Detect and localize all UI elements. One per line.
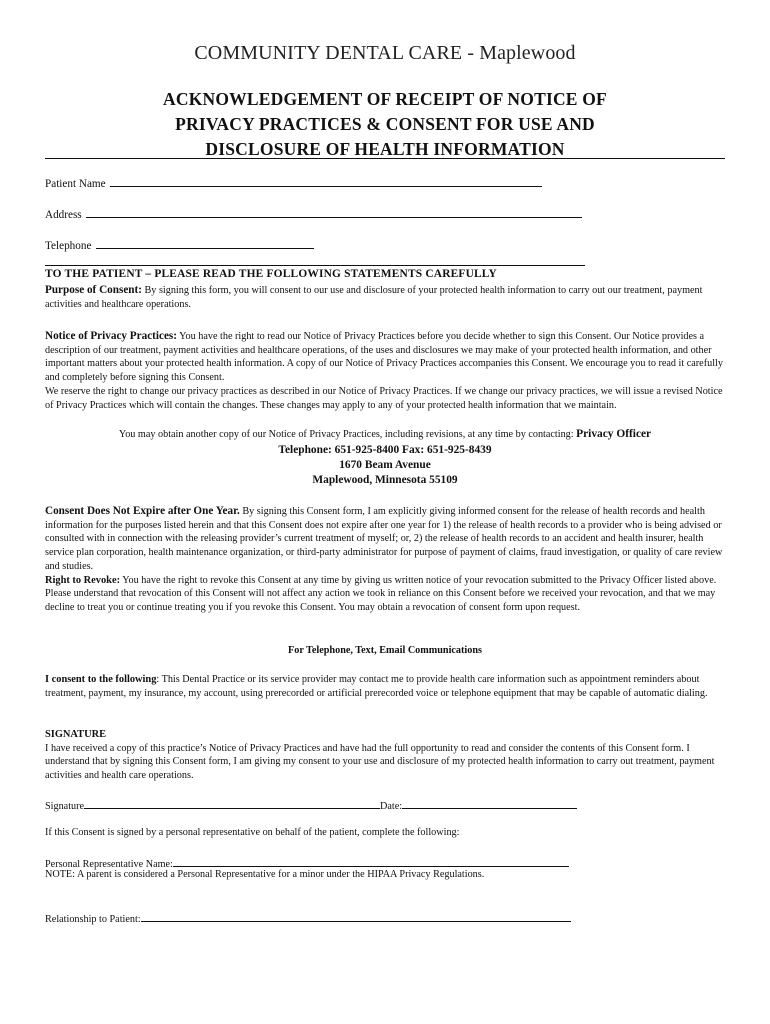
date-field[interactable]	[402, 798, 577, 809]
separator-rule	[45, 265, 585, 266]
obtain-text: You may obtain another copy of our Notice of Privacy Practices, including revisions, at any time by contacting:	[118, 429, 577, 440]
contact-phone-fax: Telephone: 651-925-8400 Fax: 651-925-8439	[278, 444, 492, 456]
consent-following-paragraph	[45, 673, 730, 700]
notice-practices-text-2: We reserve the right to change our privacy practices as described in our Notice of Privacy Practices. If we change our privacy practices, we will issue a revised Notice of Privacy Practices which will contain the changes. These changes may apply to any of your protected health information that we maintain.	[45, 385, 723, 411]
privacy-officer-contact: Privacy Officer	[576, 428, 652, 440]
signature-row	[45, 798, 577, 812]
consent-expire-lead: Consent Does Not Expire after One Year.	[45, 505, 240, 517]
relationship-row	[45, 911, 571, 925]
representative-note: NOTE: A parent is considered a Personal Representative for a minor under the HIPAA Privacy Regulations.	[45, 869, 485, 880]
signature-section	[45, 728, 730, 783]
communications-heading: For Telephone, Text, Email Communications	[288, 645, 482, 656]
form-title-line-1: ACKNOWLEDGEMENT OF RECEIPT OF NOTICE OF	[163, 89, 607, 109]
notice-heading: TO THE PATIENT – PLEASE READ THE FOLLOWING STATEMENTS CAREFULLY	[45, 268, 497, 280]
patient-name-row	[45, 176, 542, 190]
address-field[interactable]	[86, 207, 582, 218]
purpose-text: By signing this form, you will consent to our use and disclosure of your protected health information to carry out our treatment, payment activities and healthcare operations.	[45, 285, 703, 310]
patient-name-field[interactable]	[110, 176, 542, 187]
signature-heading: SIGNATURE	[45, 729, 107, 740]
notice-practices-text: You have the right to read our Notice of Privacy Practices before you decide whether to sign this Consent. Our Notice provides a description of our treatment, payment activities and healthcare operations, of the uses and disclosures we may make of your protected health information, and other important matters about your protected health information. A copy of our Notice of Privacy Practices accompanies this Consent. We encourage you to read it carefully and completely before signing this Consent.	[45, 331, 723, 384]
date-label: Date:	[380, 801, 403, 812]
patient-name-label: Patient Name	[45, 178, 106, 190]
telephone-row	[45, 238, 314, 252]
consent-following-lead: I consent to the following	[45, 674, 157, 685]
purpose-lead: Purpose of Consent:	[45, 284, 142, 296]
representative-name-label: Personal Representative Name:	[45, 859, 173, 870]
signature-label: Signature	[45, 801, 85, 812]
telephone-field[interactable]	[96, 238, 314, 249]
signature-statement: I have received a copy of this practice’s Notice of Privacy Practices and have had the full opportunity to read and consider the contents of this Consent form. I understand that by signing this Consent form, I am giving my consent to your use and disclosure of my protected health information to carry out treatment, payment activities and health care operations.	[45, 742, 715, 782]
form-title-line-3: DISCLOSURE OF HEALTH INFORMATION	[205, 139, 565, 159]
telephone-label: Telephone	[45, 240, 92, 252]
relationship-field[interactable]	[141, 911, 571, 922]
representative-name-field[interactable]	[173, 856, 569, 867]
signature-field[interactable]	[84, 798, 380, 809]
notice-practices-lead: Notice of Privacy Practices:	[45, 330, 178, 342]
relationship-label: Relationship to Patient:	[45, 914, 141, 925]
obtain-copy-line	[0, 428, 770, 440]
form-title-line-2: PRIVACY PRACTICES & CONSENT FOR USE AND	[175, 114, 595, 134]
title-underline	[45, 158, 725, 159]
revoke-lead: Right to Revoke:	[45, 574, 121, 586]
notice-practices-paragraph	[45, 330, 730, 412]
representative-name-row	[45, 856, 569, 870]
representative-intro: If this Consent is signed by a personal representative on behalf of the patient, complete the following:	[45, 827, 460, 838]
consent-expire-paragraph	[45, 505, 730, 615]
address-label: Address	[45, 209, 82, 221]
contact-street: 1670 Beam Avenue	[339, 459, 431, 471]
contact-block	[0, 443, 770, 488]
consent-expire-text: By signing this Consent form, I am explicitly giving informed consent for the release of health records and health information for the purposes listed herein and that this Consent does not expire after one year for 1) the release of health records to a provider who is being advised or consulted with in connection with the releasing provider’s current treatment of myself; or, 2) the release of health records to an accident and health insurer, health service plan corporation, health maintenance organization, or third-party administrator for purpose of payment of claims, fraud investigation, or quality of care review and studies.	[45, 506, 723, 572]
revoke-text: You have the right to revoke this Consent at any time by giving us written notice of your revocation submitted to the Privacy Officer listed above. Please understand that revocation of this Consent will not affect any action we took in reliance on this Consent before we received your revocation, and that we may decline to treat you or continue treating you if you revoke this Consent. You may obtain a revocation of consent form upon request.	[45, 574, 717, 613]
purpose-paragraph	[45, 284, 730, 311]
address-row	[45, 207, 582, 221]
consent-following-text: : This Dental Practice or its service provider may contact me to provide health care information such as appointment reminders about treatment, payment, my insurance, my account, using prerecorded or artificial prerecorded voice or telephone equipment that may be capable of automatic dialing.	[45, 674, 708, 699]
clinic-name: COMMUNITY DENTAL CARE - Maplewood	[194, 42, 576, 64]
contact-city: Maplewood, Minnesota 55109	[312, 474, 458, 486]
